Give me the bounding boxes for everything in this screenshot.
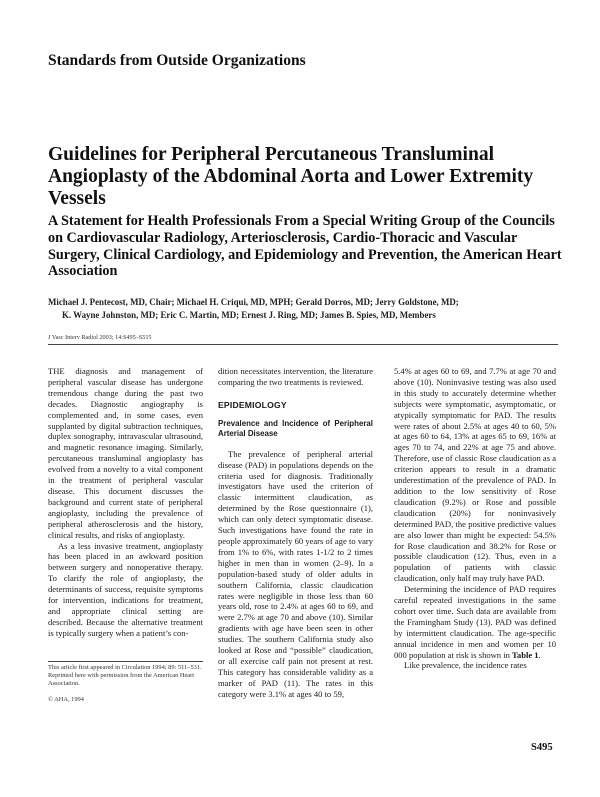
- header-rule: [48, 344, 558, 345]
- page-number: S495: [531, 742, 553, 753]
- author-line-2: K. Wayne Johnston, MD; Eric C. Martin, MD; Ernest J. Ring, MD; James B. Spies, MD, Members: [62, 309, 436, 320]
- incidence-text-end: .: [538, 649, 541, 660]
- section-heading: Standards from Outside Organizations: [48, 52, 306, 69]
- intro-paragraph-2: As a less invasive treatment, angioplasty has been placed in an awkward position between surgery and nonoperative therapy. To clarify the role of angioplasty, the determinants of success, requisite symptoms for intervention, indications for treatment, and appropriate clinical setting are described. Because the alternative treatment is typically surgery when a patient’s con-: [48, 540, 203, 638]
- prevalence-paragraph: The prevalence of peripheral arterial disease (PAD) in populations depends on the criteria used for diagnosis. Traditionally investigators have used the criterion of classic intermittent claudication, as determined by the Rose questionnaire (1), which can only detect symptomatic disease. Such investigations have found the rate in people approximately 60 years of age to vary from 1% to 6%, with rates 1-1/2 to 2 times higher in men than in women (2–9). In a population-based study of older adults in southern California, classic claudication rates were negligible in those less than 60 years old, rose to 2.4% at ages 60 to 69, and were 2.7% at age 70 and above (10). Similar gradients with age have been seen in other studies. The southern California study also looked at Rose and “possible” claudication, or all exercise calf pain not present at rest. This category has considerable validity as a marker of PAD (11). The rates in this category were 3.1% at ages 40 to 59,: [218, 448, 373, 699]
- incidence-text: Determining the incidence of PAD requires careful repeated investigations in the same cohort over time. Such data are available from the Framingham Study (13). PAD was defined by intermittent claudication. The age-specific annual incidence in men and women per 10 000 population at risk is shown in: [394, 584, 556, 660]
- prevalence-subheading: Prevalence and Incidence of Peripheral Arterial Disease: [218, 418, 373, 439]
- copyright-notice: © AHA, 1994: [48, 696, 84, 703]
- author-list: [48, 296, 573, 321]
- author-line-1: Michael J. Pentecost, MD, Chair; Michael H. Criqui, MD, MPH; Gerald Dorros, MD; Jerry Goldstone, MD;: [48, 297, 459, 307]
- article-subtitle: A Statement for Health Professionals From a Special Writing Group of the Councils on Cardiovascular Radiology, Arteriosclerosis, Cardio-Thoracic and Vascular Surgery, Clinical Cardiology, and Epidemiology and Prevention, the American Heart Association: [48, 213, 562, 280]
- body-column-3: [394, 366, 556, 671]
- prevalence-like-paragraph: Like prevalence, the incidence rates: [404, 660, 527, 671]
- prevalence-paragraph-continued: 5.4% at ages 60 to 69, and 7.7% at age 70 and above (10). Noninvasive testing was also used in this study to accurately determine whether subjects were symptomatic, asymptomatic, or atypically symptomatic for PAD. The results were rates of about 2.5% at ages 40 to 60, 5% at ages 60 to 64, 13% at ages 65 to 69, 16% at ages 70 to 74, and 22% at age 75 and above. Therefore, use of classic Rose claudication as a criterion appears to result in a dramatic underestimation of the prevalence of PAD. In addition to the low sensitivity of Rose claudication (9.2%) or Rose and possible claudication (20%) for noninvasively determined PAD, the positive predictive values are also lower than might be expected: 54.5% for Rose claudication and 38.2% for Rose or possible claudication (12). Thus, even in a population of patients with classic claudication, only half may truly have PAD.: [394, 366, 556, 584]
- intro-paragraph-2-continued: dition necessitates intervention, the literature comparing the two treatments is reviewed.: [218, 366, 373, 387]
- table-reference[interactable]: Table 1: [512, 649, 539, 660]
- column-2-text: [218, 366, 373, 388]
- journal-citation: J Vasc Interv Radiol 2003; 14:S495–S515: [48, 334, 152, 341]
- article-title: Guidelines for Peripheral Percutaneous Transluminal Angioplasty of the Abdominal Aorta and Lower Extremity Vessels: [48, 144, 534, 209]
- footnote-rule: [48, 661, 203, 662]
- footnote: This article first appeared in Circulation 1994; 89: 511–531. Reprinted here with permission from the American Heart Association.: [48, 664, 202, 688]
- intro-paragraph: THE diagnosis and management of peripheral vascular disease has undergone tremendous change during the past two decades. Diagnostic angiography is complemented and, in some cases, even supplanted by digital subtraction techniques, duplex sonography, intravascular ultrasound, and magnetic resonance imaging. Similarly, percutaneous transluminal angioplasty has evolved from a novelty to a vital component in the treatment of peripheral vascular disease. This document discusses the background and current state of peripheral angioplasty, including the prevalence of peripheral atherosclerosis and the history, clinical results, and risks of angioplasty.: [48, 366, 203, 540]
- body-column-1: [48, 366, 203, 639]
- body-column-2: [218, 366, 373, 700]
- epidemiology-heading: EPIDEMIOLOGY: [218, 399, 287, 410]
- incidence-paragraph: [394, 584, 556, 660]
